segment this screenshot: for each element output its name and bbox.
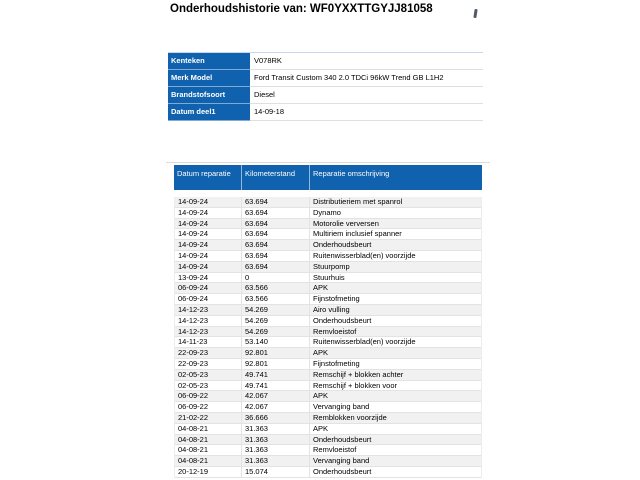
table-row bbox=[175, 283, 481, 294]
table-row bbox=[175, 294, 481, 305]
date-cell: 14-09-24 bbox=[178, 229, 209, 239]
description-cell: Remschijf + blokken achter bbox=[309, 370, 481, 380]
vehicle-info-label: Brandstofsoort bbox=[168, 87, 250, 104]
table-row bbox=[175, 327, 481, 338]
column-header-kilometerstand: Kilometerstand bbox=[241, 165, 309, 190]
vehicle-info-table bbox=[168, 52, 483, 121]
description-cell: Remschijf + blokken voor bbox=[309, 381, 481, 391]
date-cell: 14-12-23 bbox=[178, 326, 209, 336]
description-cell: Stuurpomp bbox=[309, 262, 481, 272]
km-cell: 53.140 bbox=[241, 337, 309, 347]
date-cell: 04-08-21 bbox=[178, 445, 209, 455]
vehicle-info-label: Datum deel1 bbox=[168, 104, 250, 121]
date-cell: 13-09-24 bbox=[178, 272, 209, 282]
km-cell: 92.801 bbox=[241, 359, 309, 369]
table-row bbox=[175, 359, 481, 370]
vehicle-info-label: Merk Model bbox=[168, 70, 250, 87]
date-cell: 02-05-23 bbox=[178, 369, 209, 379]
km-cell: 0 bbox=[241, 273, 309, 283]
table-row bbox=[175, 337, 481, 348]
header-spacer bbox=[174, 190, 482, 197]
description-cell: Onderhoudsbeurt bbox=[309, 316, 481, 326]
description-cell: Remvloeistof bbox=[309, 327, 481, 337]
date-cell: 14-09-24 bbox=[178, 250, 209, 260]
vehicle-info-row bbox=[168, 87, 483, 104]
km-cell: 63.694 bbox=[241, 251, 309, 261]
km-cell: 31.363 bbox=[241, 445, 309, 455]
date-cell: 14-09-24 bbox=[178, 197, 209, 206]
date-cell: 14-09-24 bbox=[178, 218, 209, 228]
table-row bbox=[175, 435, 481, 446]
table-row bbox=[175, 348, 481, 359]
date-cell: 06-09-22 bbox=[178, 391, 209, 401]
date-cell: 04-08-21 bbox=[178, 456, 209, 466]
description-cell: Stuurhuis bbox=[309, 273, 481, 283]
table-row bbox=[175, 424, 481, 435]
vehicle-info-value: Diesel bbox=[250, 87, 483, 104]
table-row bbox=[175, 445, 481, 456]
km-cell: 54.269 bbox=[241, 316, 309, 326]
description-cell: Onderhoudsbeurt bbox=[309, 435, 481, 445]
table-row bbox=[175, 316, 481, 327]
date-cell: 14-12-23 bbox=[178, 304, 209, 314]
vehicle-info-label: Kenteken bbox=[168, 53, 250, 70]
maintenance-table-header bbox=[174, 165, 482, 190]
vehicle-info-value: V078RK bbox=[250, 53, 483, 70]
km-cell: 63.694 bbox=[241, 219, 309, 229]
description-cell: APK bbox=[309, 283, 481, 293]
page-title: Onderhoudshistorie van: WF0YXXTTGYJJ81058 bbox=[170, 3, 433, 15]
table-row bbox=[175, 467, 481, 478]
km-cell: 63.694 bbox=[241, 208, 309, 218]
table-row bbox=[175, 413, 481, 424]
maintenance-table-body bbox=[174, 197, 482, 478]
km-cell: 31.363 bbox=[241, 435, 309, 445]
vehicle-info-row bbox=[168, 104, 483, 121]
km-cell: 31.363 bbox=[241, 456, 309, 466]
table-row bbox=[175, 402, 481, 413]
date-cell: 20-12-19 bbox=[178, 466, 209, 476]
description-cell: Remvloeistof bbox=[309, 445, 481, 455]
km-cell: 54.269 bbox=[241, 305, 309, 315]
column-header-reparatie-omschrijving: Reparatie omschrijving bbox=[309, 165, 482, 190]
km-cell: 54.269 bbox=[241, 327, 309, 337]
date-cell: 06-09-22 bbox=[178, 402, 209, 412]
description-cell: Fijnstofmeting bbox=[309, 359, 481, 369]
description-cell: APK bbox=[309, 391, 481, 401]
km-cell: 63.566 bbox=[241, 283, 309, 293]
table-row bbox=[175, 262, 481, 273]
description-cell: Onderhoudsbeurt bbox=[309, 467, 481, 477]
date-cell: 04-08-21 bbox=[178, 434, 209, 444]
description-cell: Motorolie verversen bbox=[309, 219, 481, 229]
date-cell: 14-12-23 bbox=[178, 315, 209, 325]
date-cell: 06-09-24 bbox=[178, 294, 209, 304]
km-cell: 63.694 bbox=[241, 240, 309, 250]
km-cell: 63.694 bbox=[241, 262, 309, 272]
km-cell: 63.694 bbox=[241, 229, 309, 239]
table-row bbox=[175, 381, 481, 392]
km-cell: 49.741 bbox=[241, 370, 309, 380]
date-cell: 22-09-23 bbox=[178, 348, 209, 358]
vehicle-info-row bbox=[168, 70, 483, 87]
km-cell: 31.363 bbox=[241, 424, 309, 434]
km-cell: 63.694 bbox=[241, 197, 309, 207]
description-cell: APK bbox=[309, 424, 481, 434]
date-cell: 22-09-23 bbox=[178, 358, 209, 368]
table-top-divider bbox=[166, 162, 490, 163]
km-cell: 42.067 bbox=[241, 402, 309, 412]
table-row bbox=[175, 456, 481, 467]
description-cell: Ruitenwisserblad(en) voorzijde bbox=[309, 251, 481, 261]
date-cell: 06-09-24 bbox=[178, 283, 209, 293]
description-cell: Vervanging band bbox=[309, 402, 481, 412]
vehicle-info-value: 14-09-18 bbox=[250, 104, 483, 121]
table-row bbox=[175, 240, 481, 251]
description-cell: Remblokken voorzijde bbox=[309, 413, 481, 423]
date-cell: 14-09-24 bbox=[178, 240, 209, 250]
table-row bbox=[175, 251, 481, 262]
description-cell: Dynamo bbox=[309, 208, 481, 218]
table-row bbox=[175, 197, 481, 208]
date-cell: 21-02-22 bbox=[178, 412, 209, 422]
column-header-datum-reparatie: Datum reparatie bbox=[177, 169, 231, 178]
date-cell: 04-08-21 bbox=[178, 423, 209, 433]
description-cell: APK bbox=[309, 348, 481, 358]
km-cell: 42.067 bbox=[241, 391, 309, 401]
km-cell: 15.074 bbox=[241, 467, 309, 477]
description-cell: Vervanging band bbox=[309, 456, 481, 466]
maintenance-table bbox=[174, 165, 482, 478]
table-row bbox=[175, 219, 481, 230]
date-cell: 02-05-23 bbox=[178, 380, 209, 390]
description-cell: Onderhoudsbeurt bbox=[309, 240, 481, 250]
table-row bbox=[175, 229, 481, 240]
km-cell: 92.801 bbox=[241, 348, 309, 358]
km-cell: 49.741 bbox=[241, 381, 309, 391]
date-cell: 14-09-24 bbox=[178, 261, 209, 271]
description-cell: Airo vulling bbox=[309, 305, 481, 315]
date-cell: 14-09-24 bbox=[178, 207, 209, 217]
vehicle-info-value: Ford Transit Custom 340 2.0 TDCi 96kW Trend GB L1H2 bbox=[250, 70, 483, 87]
vehicle-info-row bbox=[168, 53, 483, 70]
km-cell: 36.666 bbox=[241, 413, 309, 423]
date-cell: 14-11-23 bbox=[178, 337, 208, 347]
km-cell: 63.566 bbox=[241, 294, 309, 304]
table-row bbox=[175, 370, 481, 381]
description-cell: Fijnstofmeting bbox=[309, 294, 481, 304]
table-row bbox=[175, 273, 481, 284]
table-row bbox=[175, 305, 481, 316]
table-row bbox=[175, 208, 481, 219]
description-cell: Ruitenwisserblad(en) voorzijde bbox=[309, 337, 481, 347]
description-cell: Multiriem inclusief spanner bbox=[309, 229, 481, 239]
stray-mark-icon bbox=[473, 9, 477, 18]
table-row bbox=[175, 391, 481, 402]
description-cell: Distributieriem met spanrol bbox=[309, 197, 481, 207]
